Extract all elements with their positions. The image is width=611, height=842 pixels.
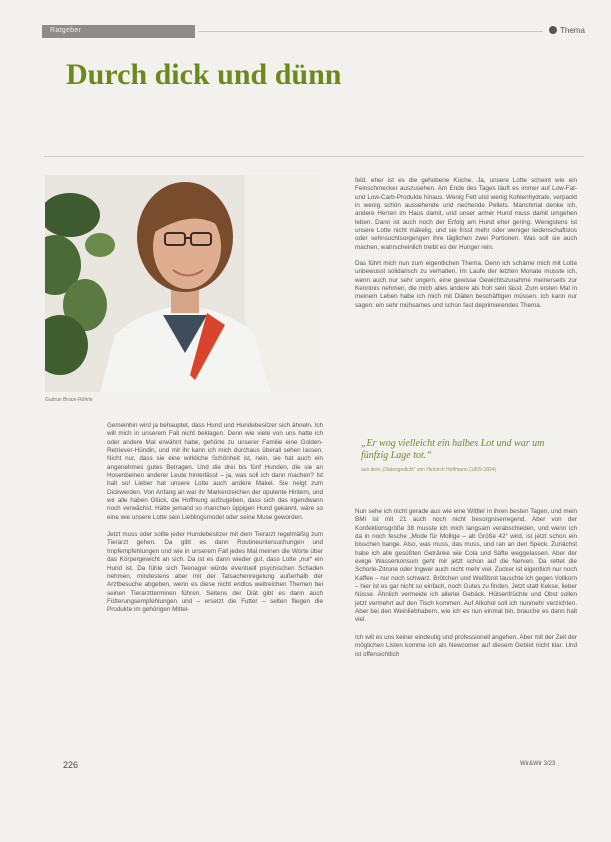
theme-dot-icon bbox=[549, 26, 557, 34]
author-photo bbox=[45, 175, 325, 392]
left-column bbox=[107, 422, 323, 615]
photo-caption: Gudrun Braun-Röhrle bbox=[45, 397, 93, 403]
body-paragraph: Gemeinhin wird ja behauptet, dass Hund und Hundebesitzer sich ähneln. Ich will mich in unserem Fall nicht beklagen. Denn wie viele von uns hatte ich oder andere Mal erwähnt habe, gehörte zu unserer Familie eine Golden-Retriever-Hündin, und mit ihr kann ich mich durchaus überall sehen lassen. Nicht nur, dass sie eine wirkliche Schönheit ist, nein, sie hat auch ein angenehmes gutes Betragen. Und die drei bis fünf Hunden, die sie an Hosenbeinen anderer Leute hinterlässt – ja, was soll ich dann machen? Ist halt so! Lieber hat unsere Lotte auch andere Makel. Sie neigt zum Dickwerden. Von Anfang an war ihr Markenzeichen der opulente Hintern, und wir alle haben Glück, die Hoffnung aufzugeben, dass sich das irgendwann noch verwächst. Hätte jemand so manchen üppigen Hund gekannt, wäre so eine wie unsere Lotte sein Lieblingsmodel oder seine Muse geworden. bbox=[107, 422, 323, 521]
quote-text: „Er wog vielleicht ein halbes Lot und war um fünfzig Lage tot.“ bbox=[361, 438, 545, 461]
body-paragraph: feld, eher ist es die gehobene Küche. Ja, unsere Lotte scheint wie ein Feinschmecker auszusehen. Am Ende des Tages läuft es immer auf Low-Fat- und Low-Carb-Produkte hinaus. Wenig Fett und wenig Kohlenhydrate, verpackt in wenig schön aussehende und riechende Pellets. Manchmal denke ich, andere Herren im Haus damit, und unser armer Hund muss damit umgehen leben. Dann ist auch noch der Erfolg am Hund eher gering. Wenigstens ist unsere Lotte nicht mäkelig, und sie frisst mehr oder weniger leidenschaftslos oder sehnsuchtsorgengen ihre täglichen zwei Portionen. Was soll sie auch machen, wahrscheinlich treibt es der Hunger rein. bbox=[355, 177, 577, 251]
right-column-top bbox=[355, 177, 577, 310]
body-paragraph: Das führt mich nun zum eigentlichen Thema. Denn ich schäme mich mit Lotte unbewusst solidarisch zu verhalten. Im Laufe der letzten Monate musste ich, wenn auch nur sehr ungern, eine gewisse Gewichtszunahme meinerseits zur Kenntnis nehmen, die mich alles andere als froh sein lässt. Zum ersten Mal in meinem Leben habe ich mich mit Diäten beschäftigen müssen. Ich kann nur sagen: ein sehr mühsames und schon fast deprimierendes Thema. bbox=[355, 260, 577, 309]
theme-label: Thema bbox=[560, 26, 585, 35]
section-label: Ratgeber bbox=[50, 27, 82, 34]
magazine-issue: Wir&Wir 3/23 bbox=[520, 761, 556, 767]
body-paragraph: Ich will es uns keiner eindeutig und professionell angehen. Aber mit der Zeit der möglichen Listen komme ich als Newcomer auf diesem Gebiet nicht klar. Und ist offensichtlich bbox=[355, 633, 577, 658]
author-portrait-image bbox=[45, 175, 325, 392]
body-paragraph: Jetzt muss oder sollte jeder Hundebesitzer mit dem Tierarzt regelmäßig zum Tierarzt gehen. Da gibt es dann Routineuntersuchungen und Impfempfehlungen und wie in unserem Fall jedes Mal meinen die Worte über das Körpergewicht an sich. Da ist es dann wieder gut, dass Lotte „nur“ ein Hund ist. Da fühle sich Teenager würde eventuell psychischen Schaden nehmen, mindestens aber mit der Tatsachenregelung außerhalb der Arztbesuche abgeben, wenn es diese nicht endlos weitreichen Themen bei seinen Tierarztterminen führen. Seitens der Diät gibt es dann auch Fütterungsempfehlungen und – ersetzt die Futter – selten fliegen die Produkte im gehörigen Mittel- bbox=[107, 531, 323, 614]
title-divider bbox=[44, 156, 584, 157]
pull-quote bbox=[361, 438, 571, 474]
quote-source: aus dem „Diätengedicht“ von Heinrich Hoffmann (1809-1894) bbox=[361, 467, 497, 473]
theme-tag bbox=[549, 26, 585, 35]
body-paragraph: Nun sehe ich nicht gerade aus wie eine Wittler in ihren besten Tagen, und mein BMI ist mit 21 auch noch nicht besorgniserregend. Aber von der Konfektionsgröße 38 musste ich mich langsam verabschieden, und wenn ich da in noch fesche „Mode für Mollige – ab Größe 42“ wird, ist jetzt schon ein bisschen bange. Also, was muss, das muss, und ran an den Speck. Zunächst habe ich alle gesüßten Getränke wie Cola und Säfte weggelassen. Aber der ewige Wasserkonsum geht mir jetzt schon auf die Nerven. Da rettet die Schorle-Zitrone oder Ingwer auch nicht mehr viel. Zucker ist eigentlich nur noch Kaffee – nur noch schwarz. Brötchen und Weißbrot tauschte ich gegen Vollkorn – hier ist es gar nicht so einfach, noch Gutes zu finden. Jetzt statt Kekse, lieber Nüsse. Ähnlich vermeide ich allerlei Gebäck. Hülsenfrüchte und Obst sollen jetzt vermehrt auf den Tisch kommen. Auf Alkohol soll ich nunmehr verzichten. Aber bei den Weinliebhabern, wie ich es nun einmal bin, brauche es dann halt viel. bbox=[355, 508, 577, 624]
page-number: 226 bbox=[63, 760, 79, 770]
header-divider bbox=[198, 31, 543, 32]
right-column-bottom bbox=[355, 508, 577, 659]
article-title: Durch dick und dünn bbox=[66, 58, 342, 91]
